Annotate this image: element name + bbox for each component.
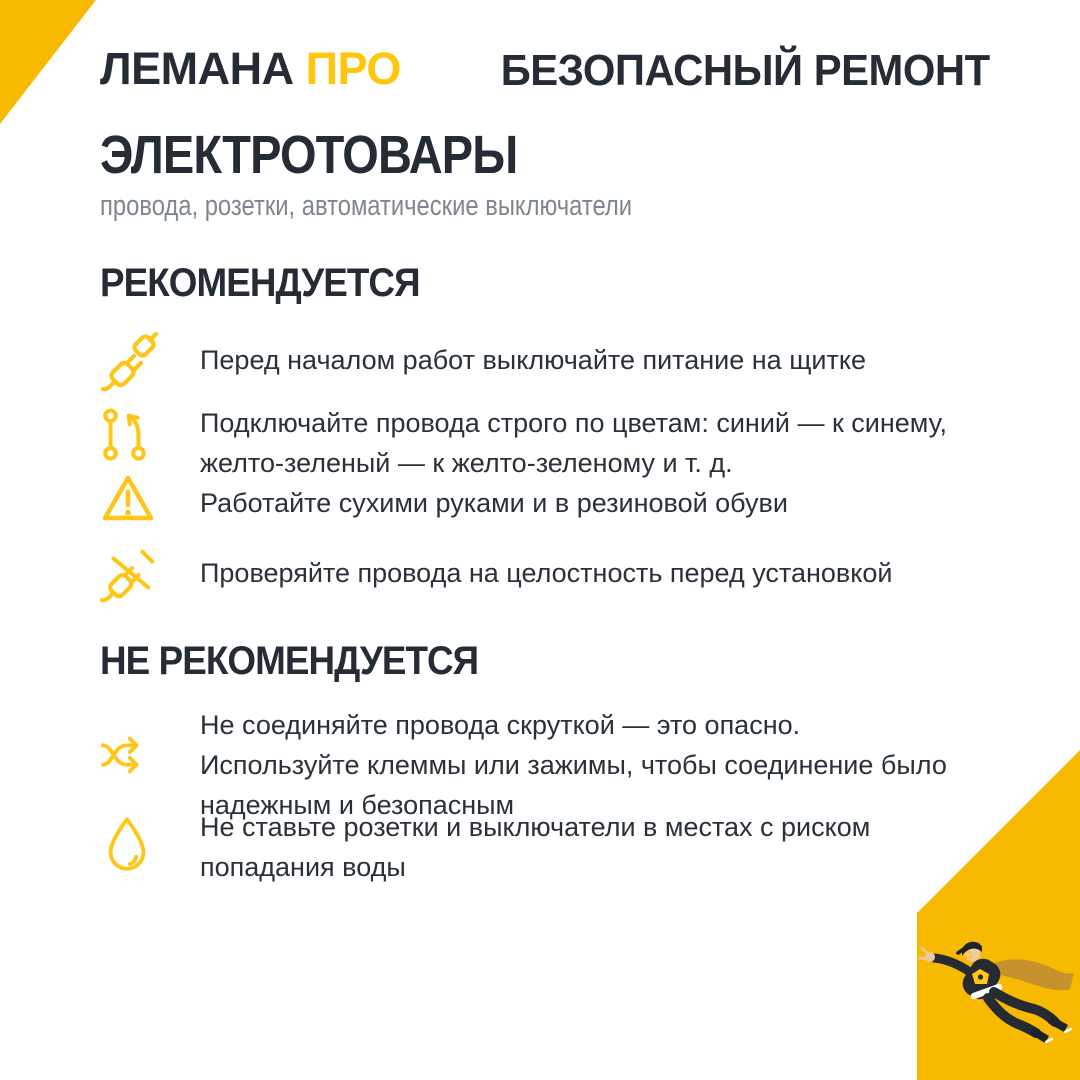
page-subtitle: провода, розетки, автоматические выключатели xyxy=(100,190,633,222)
twisted-wires-icon xyxy=(100,733,150,782)
list-item-dry-hands xyxy=(100,483,1000,523)
superhero-illustration xyxy=(908,932,1078,1050)
item-text-line: Не соединяйте провода скруткой — это опасно. xyxy=(200,710,801,740)
warning-triangle-icon xyxy=(100,473,156,530)
list-item-check-cable xyxy=(100,553,1000,593)
item-text-line: Проверяйте провода на целостность перед установкой xyxy=(200,558,893,588)
poster-series-title: БЕЗОПАСНЫЙ РЕМОНТ xyxy=(501,46,990,95)
item-text-line: Перед началом работ выключайте питание на щитке xyxy=(200,345,866,375)
wires-by-color-icon xyxy=(100,405,150,470)
list-item-power-off xyxy=(100,340,1000,380)
item-text-line: попадания воды xyxy=(200,852,406,882)
recommended-heading: РЕКОМЕНДУЕТСЯ xyxy=(100,261,420,305)
lemana-pro-logo xyxy=(100,43,401,94)
water-drop-icon xyxy=(106,815,148,878)
list-item-no-water xyxy=(100,807,1000,887)
item-text-line: Подключайте провода строго по цветам: синий — к синему, xyxy=(200,408,947,438)
logo-text-accent: ПРО xyxy=(305,43,401,94)
item-text-line: желто-зеленый — к желто-зеленому и т. д. xyxy=(200,448,733,478)
item-text-line: надежным и безопасным xyxy=(200,790,515,820)
damaged-cable-icon xyxy=(100,543,158,612)
corner-triangle-top-left xyxy=(0,0,96,124)
logo-text-primary: ЛЕМАНА xyxy=(100,43,294,94)
plug-connection-icon xyxy=(100,332,158,401)
item-text-line: Используйте клеммы или зажимы, чтобы соединение было xyxy=(200,750,947,780)
not-recommended-heading: НЕ РЕКОМЕНДУЕТСЯ xyxy=(100,639,479,683)
page-title: ЭЛЕКТРОТОВАРЫ xyxy=(100,125,518,185)
item-text-line: Работайте сухими руками и в резиновой обуви xyxy=(200,488,788,518)
list-item-wire-colors xyxy=(100,403,1000,483)
item-text-line: Не ставьте розетки и выключатели в местах с риском xyxy=(200,812,871,842)
